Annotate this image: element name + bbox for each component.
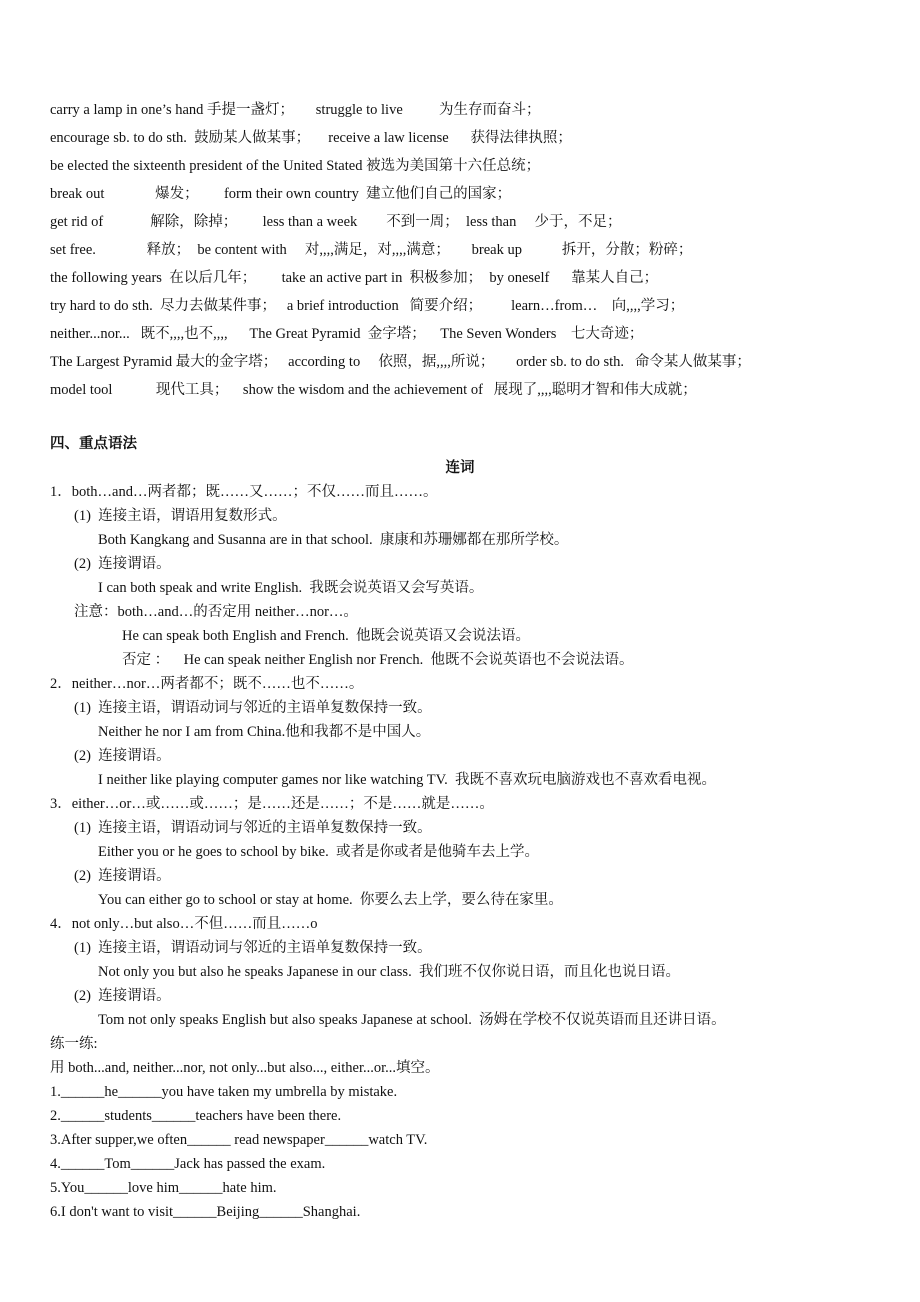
vocab-line: encourage sb. to do sth. 鼓励某人做某事； receive a law license 获得法律执照； — [50, 130, 572, 146]
grammar-subpoint: (1) 连接主语，谓语动词与邻近的主语单复数保持一致。 — [74, 700, 432, 716]
grammar-point-heading: 3．either…or…或……或……；是……还是……；不是……就是……。 — [50, 796, 494, 812]
grammar-example: He can speak both English and French. 他既会说英语又会说法语。 — [122, 628, 530, 644]
grammar-subpoint: (2) 连接谓语。 — [74, 556, 171, 572]
vocab-line: the following years 在以后几年； take an active part in 积极参加； by oneself 靠某人自己； — [50, 270, 659, 286]
grammar-subpoint: (1) 连接主语，谓语动词与邻近的主语单复数保持一致。 — [74, 940, 432, 956]
grammar-point-heading: 2．neither…nor…两者都不；既不……也不……。 — [50, 676, 364, 692]
practice-item: 6.I don't want to visit______Beijing______Shanghai. — [50, 1204, 361, 1220]
vocab-line: neither...nor... 既不,,,,也不,,,, The Great Pyramid 金字塔； The Seven Wonders 七大奇迹； — [50, 326, 644, 342]
practice-item: 1.______he______you have taken my umbrella by mistake. — [50, 1084, 398, 1100]
grammar-subpoint: (2) 连接谓语。 — [74, 868, 171, 884]
practice-item: 5.You______love him______hate him. — [50, 1180, 277, 1196]
vocab-line: try hard to do sth. 尽力去做某件事； a brief introduction 简要介绍； learn…from… 向,,,,学习； — [50, 298, 685, 314]
grammar-example: Either you or he goes to school by bike. 或者是你或者是他骑车去上学。 — [98, 844, 539, 860]
grammar-example: 否定 ： He can speak neither English nor French. 他既不会说英语也不会说法语。 — [122, 652, 634, 668]
practice-item: 3.After supper,we often______ read newspaper______watch TV. — [50, 1132, 428, 1148]
grammar-example: I neither like playing computer games nor like watching TV. 我既不喜欢玩电脑游戏也不喜欢看电视。 — [98, 772, 717, 788]
grammar-example: Neither he nor I am from China.他和我都不是中国人。 — [98, 724, 431, 740]
grammar-example: Tom not only speaks English but also speaks Japanese at school. 汤姆在学校不仅说英语而且还讲日语。 — [98, 1012, 726, 1028]
vocab-line: get rid of 解除，除掉； less than a week 不到一周； less than 少于，不足； — [50, 214, 622, 230]
vocab-line: carry a lamp in one’s hand 手提一盏灯； struggle to live 为生存而奋斗； — [50, 102, 541, 118]
grammar-subpoint: (2) 连接谓语。 — [74, 988, 171, 1004]
grammar-title: 连词 — [445, 460, 475, 476]
grammar-point-heading: 1．both…and…两者都；既……又……；不仅……而且……。 — [50, 484, 438, 500]
vocab-line: model tool 现代工具； show the wisdom and the achievement of 展现了,,,,聪明才智和伟大成就； — [50, 382, 697, 398]
practice-title: 练一练: — [50, 1036, 98, 1052]
grammar-note: 注意：both…and…的否定用 neither…nor…。 — [74, 604, 358, 620]
practice-item: 4.______Tom______Jack has passed the exam. — [50, 1156, 326, 1172]
grammar-example: Both Kangkang and Susanna are in that school. 康康和苏珊娜都在那所学校。 — [98, 532, 569, 548]
vocab-line: break out 爆发； form their own country 建立他们自己的国家； — [50, 186, 512, 202]
practice-item: 2.______students______teachers have been there. — [50, 1108, 342, 1124]
grammar-subpoint: (2) 连接谓语。 — [74, 748, 171, 764]
grammar-point-heading: 4．not only…but also…不但……而且……o — [50, 916, 318, 932]
practice-instruction: 用 both...and, neither...nor, not only...but also..., either...or...填空。 — [50, 1060, 440, 1076]
vocab-line: The Largest Pyramid 最大的金字塔； according to 依照，据,,,,所说； order sb. to do sth. 命令某人做某事； — [50, 354, 751, 370]
section-title: 四、重点语法 — [50, 436, 137, 452]
grammar-example: You can either go to school or stay at home. 你要么去上学，要么待在家里。 — [98, 892, 563, 908]
grammar-subpoint: (1) 连接主语，谓语用复数形式。 — [74, 508, 287, 524]
vocab-line: set free. 释放； be content with 对,,,,满足，对,,,,满意； break up 拆开，分散；粉碎； — [50, 242, 693, 258]
grammar-subpoint: (1) 连接主语，谓语动词与邻近的主语单复数保持一致。 — [74, 820, 432, 836]
vocab-line: be elected the sixteenth president of the United Stated 被选为美国第十六任总统； — [50, 158, 541, 174]
grammar-example: I can both speak and write English. 我既会说英语又会写英语。 — [98, 580, 484, 596]
grammar-example: Not only you but also he speaks Japanese in our class. 我们班不仅你说日语，而且化也说日语。 — [98, 964, 680, 980]
